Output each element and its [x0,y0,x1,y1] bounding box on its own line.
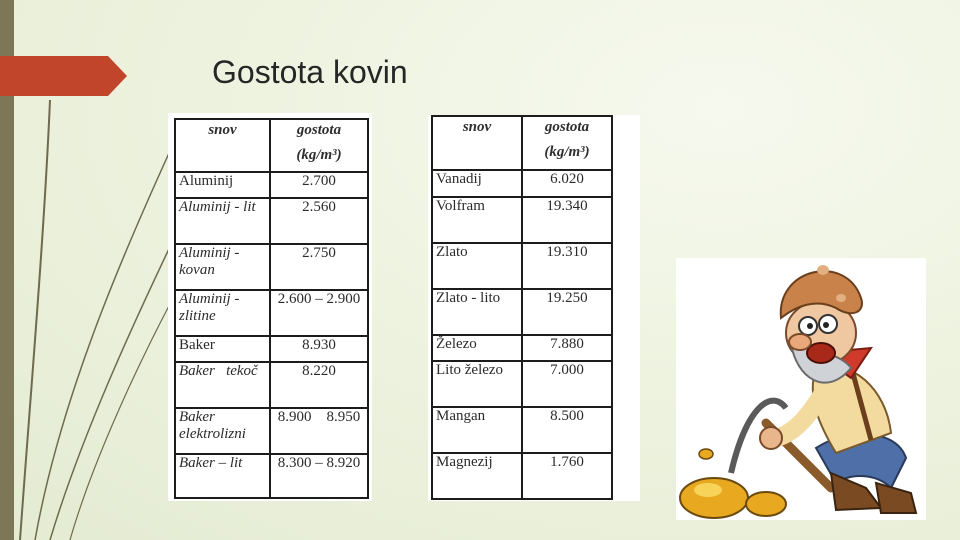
table-cell-material: Baker elektrolizni [175,408,270,454]
table-cell-material: Železo [432,335,522,361]
table-cell-density: 7.880 [522,335,612,361]
title-accent-arrow [0,56,127,96]
header-density-unit: (kg/m³) [544,144,590,160]
table-cell-density: 7.000 [522,361,612,407]
table-cell-material: Aluminij - kovan [175,244,270,290]
table-cell-density: 8.930 [270,336,368,362]
table-cell-density: 1.760 [522,453,612,499]
header-density-label: gostota [296,122,342,138]
header-material: snov [175,119,270,172]
gold-miner-cartoon-icon [676,258,926,520]
header-density-unit: (kg/m³) [296,147,342,163]
density-table-right [431,115,613,500]
table-cell-density: 2.560 [270,198,368,244]
table-cell-material: Baker – lit [175,454,270,498]
header-density [522,116,612,170]
table-cell-material: Zlato - lito [432,289,522,335]
table-cell-material: Zlato [432,243,522,289]
table-cell-density: 19.340 [522,197,612,243]
table-cell-material: Baker tekoč [175,362,270,408]
table-cell-density: 2.750 [270,244,368,290]
table-cell-density: 2.600 – 2.900 [270,290,368,336]
slide-title: Gostota kovin [212,54,408,90]
table-cell-material: Vanadij [432,170,522,197]
table-cell-material: Aluminij - zlitine [175,290,270,336]
table-cell-density: 8.900 8.950 [270,408,368,454]
table-cell-density: 8.500 [522,407,612,453]
table-cell-material: Mangan [432,407,522,453]
table-cell-material: Aluminij - lit [175,198,270,244]
table-cell-density: 19.250 [522,289,612,335]
table-cell-material: Volfram [432,197,522,243]
density-table-left-panel [168,113,372,501]
table-cell-density: 2.700 [270,172,368,198]
density-table-left [174,118,369,499]
density-table-right-panel [428,115,640,501]
header-density [270,119,368,172]
header-density-label: gostota [544,119,590,135]
table-cell-material: Lito železo [432,361,522,407]
table-cell-density: 6.020 [522,170,612,197]
header-material: snov [432,116,522,170]
table-cell-material: Baker [175,336,270,362]
table-cell-density: 8.220 [270,362,368,408]
table-cell-material: Aluminij [175,172,270,198]
table-cell-density: 8.300 – 8.920 [270,454,368,498]
table-cell-material: Magnezij [432,453,522,499]
table-cell-density: 19.310 [522,243,612,289]
